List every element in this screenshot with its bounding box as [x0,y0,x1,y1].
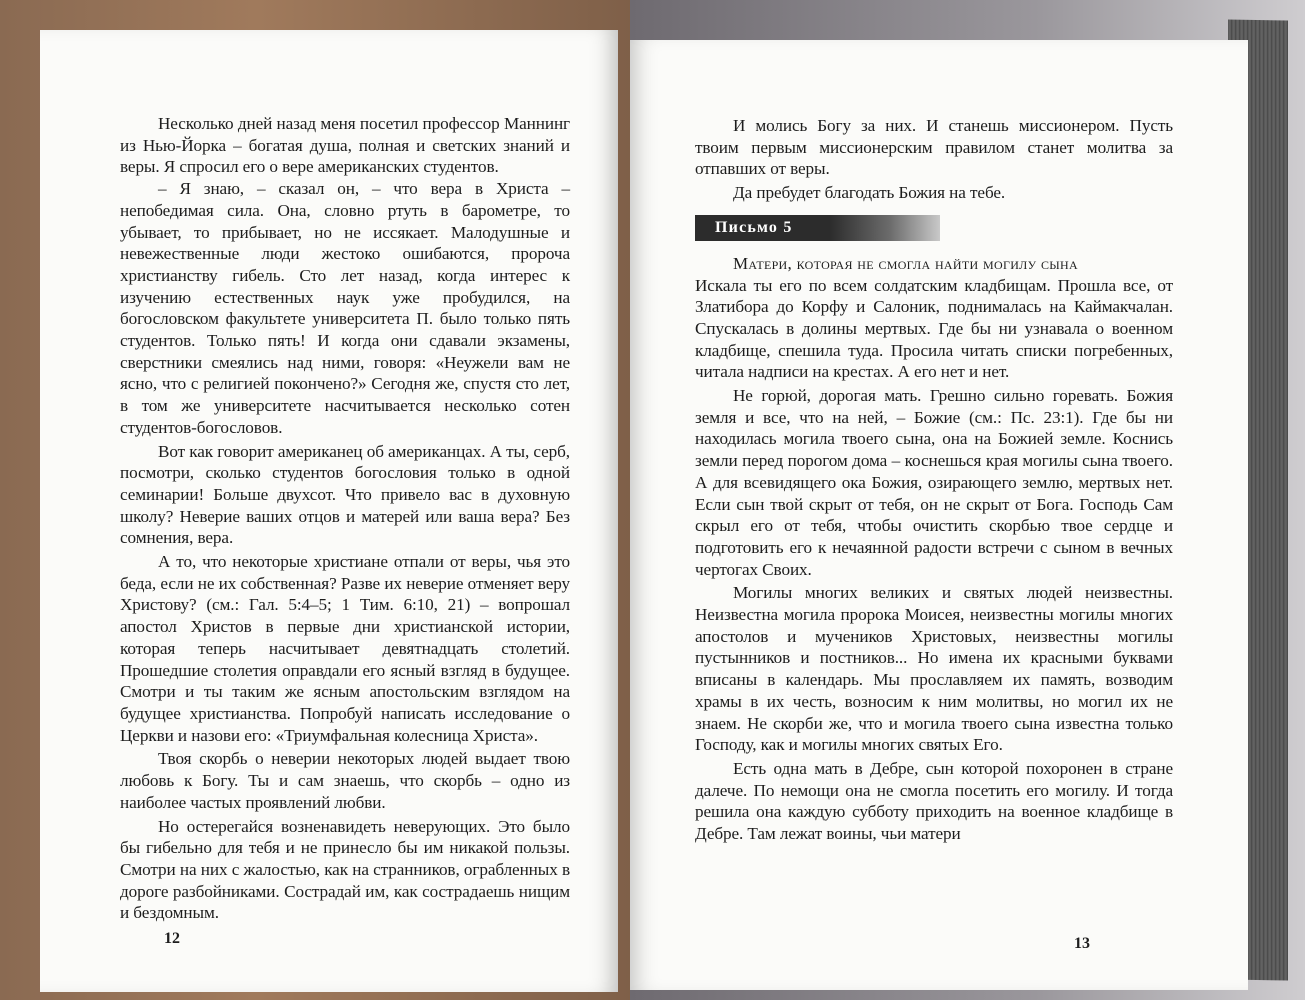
paragraph: Могилы многих великих и святых людей неизвестны. Неизвестна могила пророка Моисея, неизвестны могилы многих апостолов и мучеников Христовых, неизвестны могилы пустынников и постников... Но имена их красными буквами вписаны в календарь. Мы прославляем их память, возводим храмы в их честь, возносим к ним молитвы, но могил их не знаем. Не скорби же, что и могила твоего сына известна только Господу, как и могилы многих святых Его. [695,583,1173,755]
left-page-text [120,113,570,924]
paragraph: Да пребудет благодать Божия на тебе. [733,183,1006,203]
left-page [40,30,618,992]
right-page-text [695,115,1173,845]
paragraph: Твоя скорбь о неверии некоторых людей выдает твою любовь к Богу. Ты и сам знаешь, что скорбь – одно из наиболее частых проявлений любви. [120,749,570,812]
paragraph: Искала ты его по всем солдатским кладбищам. Прошла все, от Златибора до Корфу и Салоник, поднималась на Каймакчалан. Спускалась в долины мертвых. Где бы ни узнавала о военном кладбище, спешила туда. Просила читать списки погребенных, читала надписи на крестах. А его нет и нет. [695,275,1173,382]
paragraph: – Я знаю, – сказал он, – что вера в Христа – непобедимая сила. Она, словно ртуть в барометре, то убывает, то прибывает, но не иссякает. Малодушные и невежественные люди жестоко ошибаются, пророча христианству гибель. Сто лет назад, когда интерес к изучению естественных наук уже пробудился, на богословском факультете университета П. было только пять студентов. Только пять! И когда они сдавали экзамены, сверстники смеялись над ними, говоря: «Неужели вам не ясно, что с религией покончено?» Сегодня же, спустя сто лет, в том же университете насчитывается несколько сотен студентов-богословов. [120,179,570,437]
paragraph: И молись Богу за них. И станешь миссионером. Пусть твоим первым миссионерским правилом станет молитва за отпавших от веры. [695,116,1173,179]
paragraph: А то, что некоторые христиане отпали от веры, чья это беда, если не их собственная? Разве их неверие отменяет веру Христову? (см.: Гал. 5:4–5; 1 Тим. 6:10, 21) – вопрошал апостол Христов в первые дни христианской истории, которая теперь насчитывает девятнадцать столетий. Прошедшие столетия оправдали его ясный взгляд в будущее. Смотри и ты таким же ясным апостольским взглядом на будущее христианства. Попробуй написать исследование о Церкви и назови его: «Триумфальная колесница Христа». [120,552,570,745]
right-page [630,40,1248,990]
paragraph: Несколько дней назад меня посетил профессор Маннинг из Нью-Йорка – богатая душа, полная и светских знаний и веры. Я спросил его о вере американских студентов. [120,114,570,177]
page-number: 13 [1074,935,1090,952]
page-number: 12 [164,930,180,947]
paragraph: Но остерегайся возненавидеть неверующих. Это было бы гибельно для тебя и не принесло бы им никакой пользы. Смотри на них с жалостью, как на странников, ограбленных в дороге разбойниками. Сострадай им, как сострадаешь нищим и бездомным. [120,816,570,923]
letter-title: Письмо 5 [695,215,940,241]
paragraph: Есть одна мать в Дебре, сын которой похоронен в стране далече. По немощи она не смогла посетить его могилу. И тогда решила она каждую субботу приходить на военное кладбище в Дебре. Там лежат воины, чьи матери [695,758,1173,844]
paragraph: Вот как говорит американец об американцах. А ты, серб, посмотри, сколько студентов богословия только в одной семинарии! Больше двухсот. Что привело вас в духовную школу? Неверие ваших отцов и матерей или ваша вера? Без сомнения, вера. [120,441,570,548]
paragraph: Не горюй, дорогая мать. Грешно сильно горевать. Божия земля и все, что на ней, – Божие (см.: Пс. 23:1). Где бы ни находилась могила твоего сына, она на Божией земле. Коснись земли перед порогом дома – коснешься края могилы сына твоего. А для всевидящего ока Божия, озирающего землю, мертвых нет. Если сын твой скрыт от тебя, он не скрыт от Бога. Господь Сам скрыл его от тебя, чтобы очистить скорбью твое сердце и подготовить его к нечаянной радости встречи с сыном в вечных чертогах Своих. [695,386,1173,579]
letter-subtitle: Матери, которая не смогла найти могилу сына [733,253,1078,273]
